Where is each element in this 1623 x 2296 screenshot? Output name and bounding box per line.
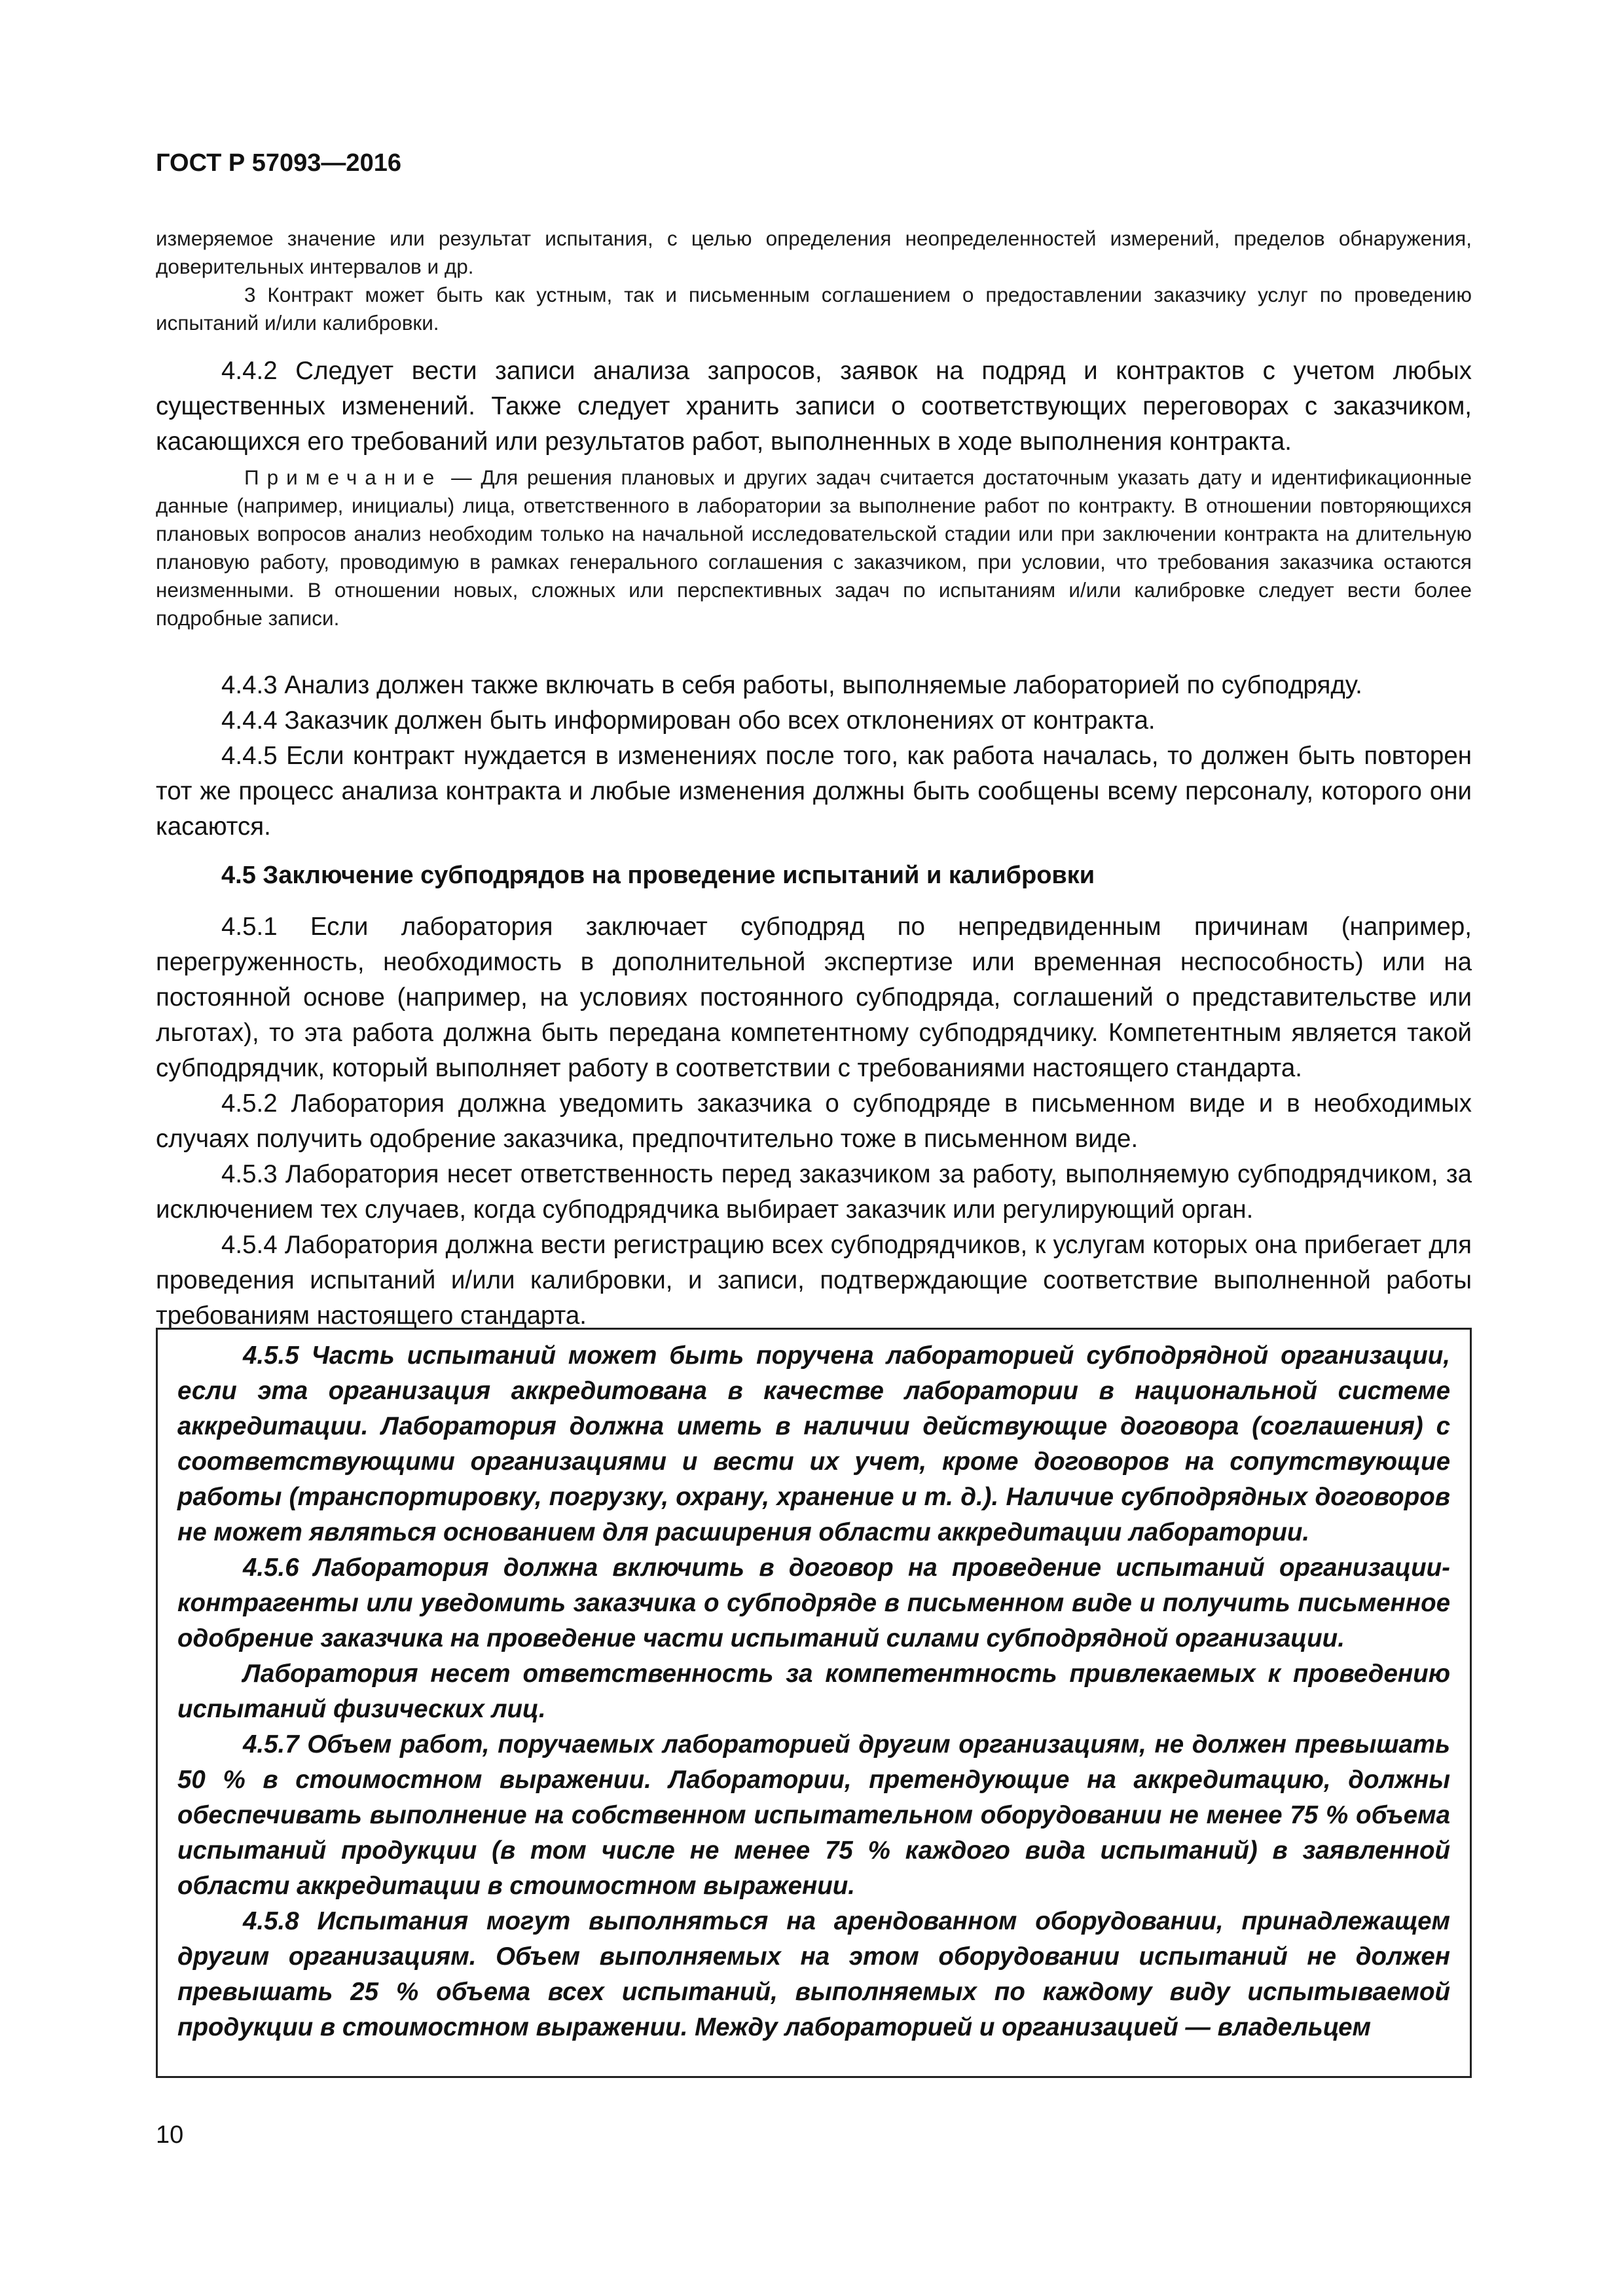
- footnote-3: 3 Контракт может быть как устным, так и письменным соглашением о предоставлении заказчику услуг по проведению испытаний и/или калибровки.: [156, 283, 1472, 335]
- note-label: Примечание: [244, 465, 443, 489]
- section-4-5-heading: 4.5 Заключение субподрядов на проведение испытаний и калибровки: [221, 862, 1095, 889]
- clause-4-5-1: 4.5.1 Если лаборатория заключает субподряд по непредвиденным причинам (например, перегруженность, необходимость в дополнительной экспертизе или временная неспособность) или на постоянной основе (например, на условиях постоянного субподряда, соглашений о представительстве или льготах), то эта работа должна быть передана компетентному субподрядчику. Компетентным является такой субподрядчик, который выполняет работу в соответствии с требованиями настоящего стандарта.: [156, 913, 1472, 1082]
- clause-4-4-2: 4.4.2 Следует вести записи анализа запросов, заявок на подряд и контрактов с учетом любых существенных изменений. Также следует хранить записи о соответствующих переговорах с заказчиком, касающихся его требований или результатов работ, выполненных в ходе выполнения контракта.: [156, 357, 1472, 456]
- clause-4-5-5: 4.5.5 Часть испытаний может быть поручена лабораторией субподрядной организации, если эта организация аккредитована в качестве лаборатории в национальной системе аккредитации. Лаборатория должна иметь в наличии действующие договора (соглашения) с соответствующими организациями и вести их учет, кроме договоров на сопутствующие работы (транспортировку, погрузку, охрану, хранение и т. д.). Наличие субподрядных договоров не может являться основанием для расширения области аккредитации лаборатории.: [177, 1341, 1450, 1546]
- clause-4-4-2-block: [156, 354, 1472, 460]
- clause-4-5-7: 4.5.7 Объем работ, поручаемых лабораторией другим организациям, не должен превышать 50 % в стоимостном выражении. Лаборатории, претендующие на аккредитацию, должны обеспечивать выполнение на собственном испытательном оборудовании не менее 75 % объема испытаний продукции (в том числе не менее 75 % каждого вида испытаний) в заявленной области аккредитации в стоимостном выражении.: [177, 1730, 1450, 1900]
- clauses-4-4-x-block: [156, 668, 1472, 845]
- footnote-continuation: измеряемое значение или результат испытания, с целью определения неопределенностей измерений, пределов обнаружения, доверительных интервалов и др.: [156, 227, 1472, 278]
- responsibility-paragraph: Лаборатория несет ответственность за компетентность привлекаемых к проведению испытаний физических лиц.: [177, 1660, 1450, 1723]
- clause-4-5-4: 4.5.4 Лаборатория должна вести регистрацию всех субподрядчиков, к услугам которых она прибегает для проведения испытаний и/или калибровки, и записи, подтверждающие соответствие выполненной работы требованиям настоящего стандарта.: [156, 1231, 1472, 1330]
- note-paragraph: [156, 464, 1472, 632]
- document-title: ГОСТ Р 57093—2016: [156, 149, 401, 177]
- note-text: — Для решения плановых и других задач считается достаточным указать дату и идентификационные данные (например, инициалы) лица, ответственного в лаборатории за выполнение работ по контракту. В отношении повторяющихся плановых вопросов анализ необходим только на начальной исследовательской стадии или при заключении контракта на длительную плановую работу, проводимую в рамках генерального соглашения с заказчиком, при условии, что требования заказчика остаются неизменными. В отношении новых, сложных или перспективных задач по испытаниям и/или калибровке следует вести более подробные записи.: [156, 465, 1472, 630]
- section-4-5-heading-block: [156, 858, 1472, 893]
- page-number: 10: [156, 2121, 184, 2149]
- clause-4-4-3: 4.4.3 Анализ должен также включать в себя работы, выполняемые лабораторией по субподряду.: [221, 671, 1362, 699]
- clause-4-5-3: 4.5.3 Лаборатория несет ответственность перед заказчиком за работу, выполняемую субподрядчиком, за исключением тех случаев, когда субподрядчика выбирает заказчик или регулирующий орган.: [156, 1160, 1472, 1224]
- clause-4-5-8: 4.5.8 Испытания могут выполняться на арендованном оборудовании, принадлежащем другим организациям. Объем выполняемых на этом оборудовании испытаний не должен превышать 25 % объема всех испытаний, выполняемых по каждому виду испытываемой продукции в стоимостном выражении. Между лабораторией и организацией — владельцем: [177, 1907, 1450, 2041]
- section-4-5-body: [156, 909, 1472, 1334]
- clause-4-5-6: 4.5.6 Лаборатория должна включить в договор на проведение испытаний организации-контрагенты или уведомить заказчика о субподряде в письменном виде и получить письменное одобрение заказчика на проведение части испытаний силами субподрядной организации.: [177, 1554, 1450, 1652]
- national-requirements-box: [156, 1328, 1472, 2078]
- clause-4-4-4: 4.4.4 Заказчик должен быть информирован обо всех отклонениях от контракта.: [221, 706, 1156, 735]
- note-block: [156, 464, 1472, 632]
- clause-4-4-5: 4.4.5 Если контракт нуждается в изменениях после того, как работа началась, то должен быть повторен тот же процесс анализа контракта и любые изменения должны быть сообщены всему персоналу, которого они касаются.: [156, 742, 1472, 841]
- footnotes-block: [156, 225, 1472, 337]
- clause-4-5-2: 4.5.2 Лаборатория должна уведомить заказчика о субподряде в письменном виде и в необходимых случаях получить одобрение заказчика, предпочтительно тоже в письменном виде.: [156, 1089, 1472, 1153]
